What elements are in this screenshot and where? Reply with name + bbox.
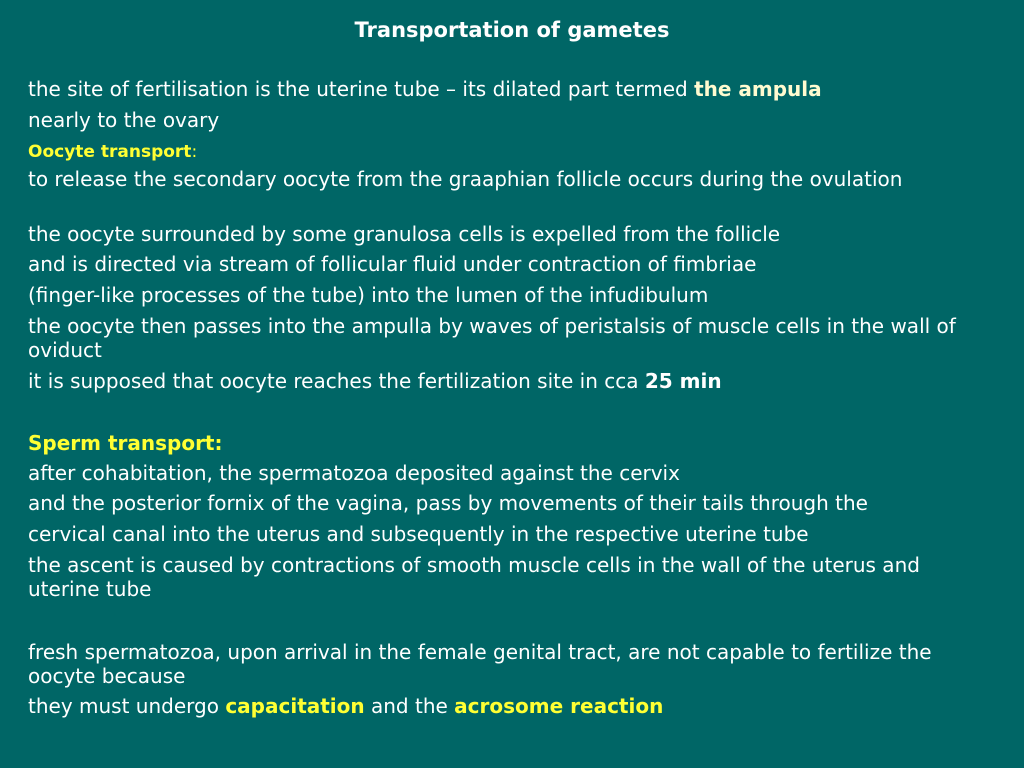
sperm-line-1: after cohabitation, the spermatozoa deposited against the cervix (28, 461, 680, 485)
fertilisation-site-line (28, 77, 994, 101)
oocyte-transport-heading (28, 138, 994, 164)
capacitation-term: capacitation (225, 694, 365, 718)
oocyte-line-4: (finger-like processes of the tube) into the lumen of the infudibulum (28, 283, 709, 307)
ampula-term: the ampula (694, 77, 822, 101)
oocyte-heading-text: Oocyte transport (28, 142, 192, 162)
acrosome-reaction-term: acrosome reaction (454, 694, 664, 718)
oocyte-line-5: the oocyte then passes into the ampulla by waves of peristalsis of muscle cells in the wall of oviduct (28, 314, 956, 362)
fresh-spermatozoa-line: fresh spermatozoa, upon arrival in the female genital tract, are not capable to fertilize the oocyte because (28, 640, 932, 688)
undergo-middle: and the (364, 694, 455, 718)
undergo-line (28, 694, 994, 718)
oocyte-heading-colon: : (191, 142, 198, 162)
fertilisation-site-continuation: nearly to the ovary (28, 108, 220, 132)
oocyte-line-2: the oocyte surrounded by some granulosa cells is expelled from the follicle (28, 222, 781, 246)
sperm-line-2: and the posterior fornix of the vagina, pass by movements of their tails through the (28, 491, 868, 515)
oocyte-time-text: it is supposed that oocyte reaches the fertilization site in cca (28, 369, 645, 393)
sperm-transport-heading: Sperm transport: (28, 431, 223, 455)
oocyte-time-line (28, 369, 994, 393)
oocyte-line-1: to release the secondary oocyte from the graaphian follicle occurs during the ovulation (28, 167, 903, 191)
fertilisation-site-text: the site of fertilisation is the uterine tube – its dilated part termed (28, 77, 695, 101)
oocyte-line-3: and is directed via stream of follicular fluid under contraction of fimbriae (28, 252, 757, 276)
oocyte-time-value: 25 min (644, 369, 722, 393)
slide-title: Transportation of gametes (354, 18, 670, 42)
sperm-line-3: cervical canal into the uterus and subsequently in the respective uterine tube (28, 522, 809, 546)
undergo-prefix: they must undergo (28, 694, 226, 718)
sperm-line-4: the ascent is caused by contractions of smooth muscle cells in the wall of the uterus and uterine tube (28, 553, 920, 601)
